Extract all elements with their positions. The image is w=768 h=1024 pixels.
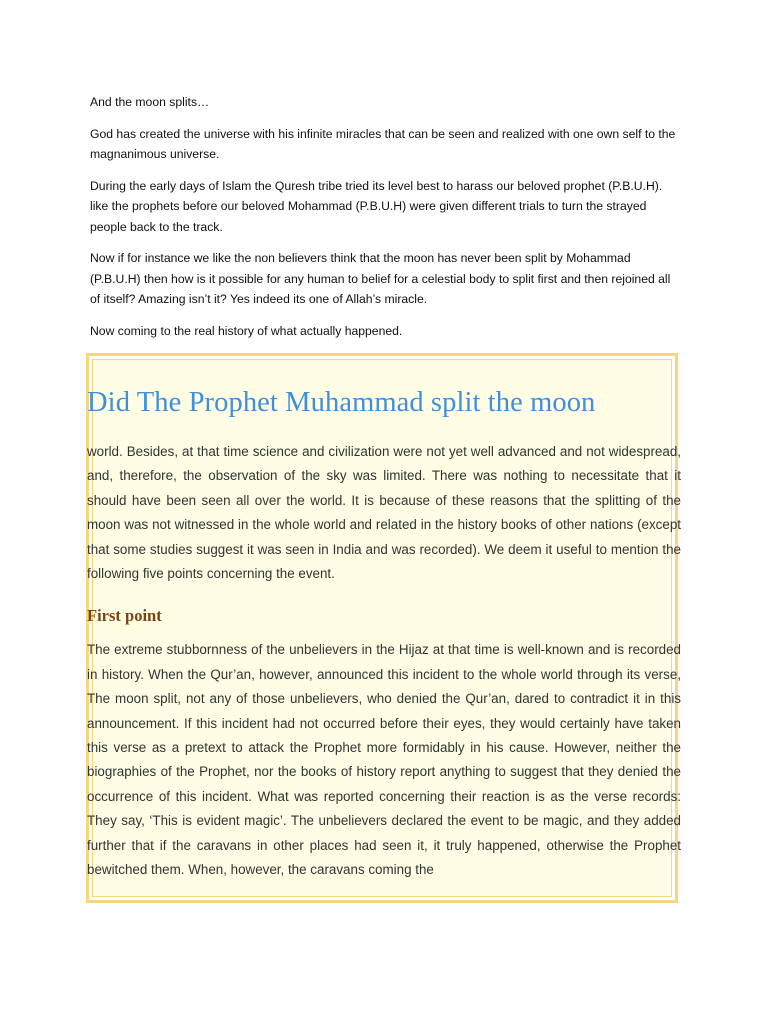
intro-paragraph: During the early days of Islam the Quresh tribe tried its level best to harass our beloved prophet (P.B.U.H). like the prophets before our beloved Mohammad (P.B.U.H) were given different trials to turn the strayed people back to the track. (90, 178, 663, 234)
intro-heading: And the moon splits… (90, 95, 210, 109)
intro-section (90, 92, 680, 352)
intro-paragraph: Now coming to the real history of what actually happened. (90, 323, 403, 338)
article-title: Did The Prophet Muhammad split the moon (87, 387, 596, 418)
article-paragraph: The extreme stubbornness of the unbelievers in the Hijaz at that time is well-known and is recorded in history. When the Qur’an, however, announced this incident to the whole world through its verse, The moon split, not any of those unbelievers, who denied the Qur’an, dared to contradict it in this announcement. If this incident had not occurred before their eyes, they would certainly have taken this verse as a pretext to attack the Prophet more formidably in his cause. However, neither the biographies of the Prophet, nor the books of history report anything to suggest that they denied the occurrence of this incident. What was reported concerning their reaction is as the verse records: They say, ‘This is evident magic’. The unbelievers declared the event to be magic, and they added further that if the caravans in other places had seen it, it truly happened, otherwise the Prophet bewitched them. When, however, the caravans coming the (87, 642, 681, 878)
article-subheading: First point (87, 606, 162, 626)
framed-article (87, 380, 681, 890)
article-paragraph: world. Besides, at that time science and civilization were not yet well advanced and not widespread, and, therefore, the observation of the sky was limited. There was nothing to necessitate that it should have been seen all over the world. It is because of these reasons that the splitting of the moon was not witnessed in the whole world and related in the history books of other nations (except that some studies suggest it was seen in India and was recorded). We deem it useful to mention the following five points concerning the event. (87, 444, 681, 582)
intro-paragraph: God has created the universe with his infinite miracles that can be seen and realized with one own self to the magnanimous universe. (90, 126, 676, 161)
intro-paragraph: Now if for instance we like the non believers think that the moon has never been split by Mohammad (P.B.U.H) then how is it possible for any human to belief for a celestial body to split first and then rejoined all of itself? Amazing isn’t it? Yes indeed its one of Allah’s miracle. (90, 251, 671, 306)
